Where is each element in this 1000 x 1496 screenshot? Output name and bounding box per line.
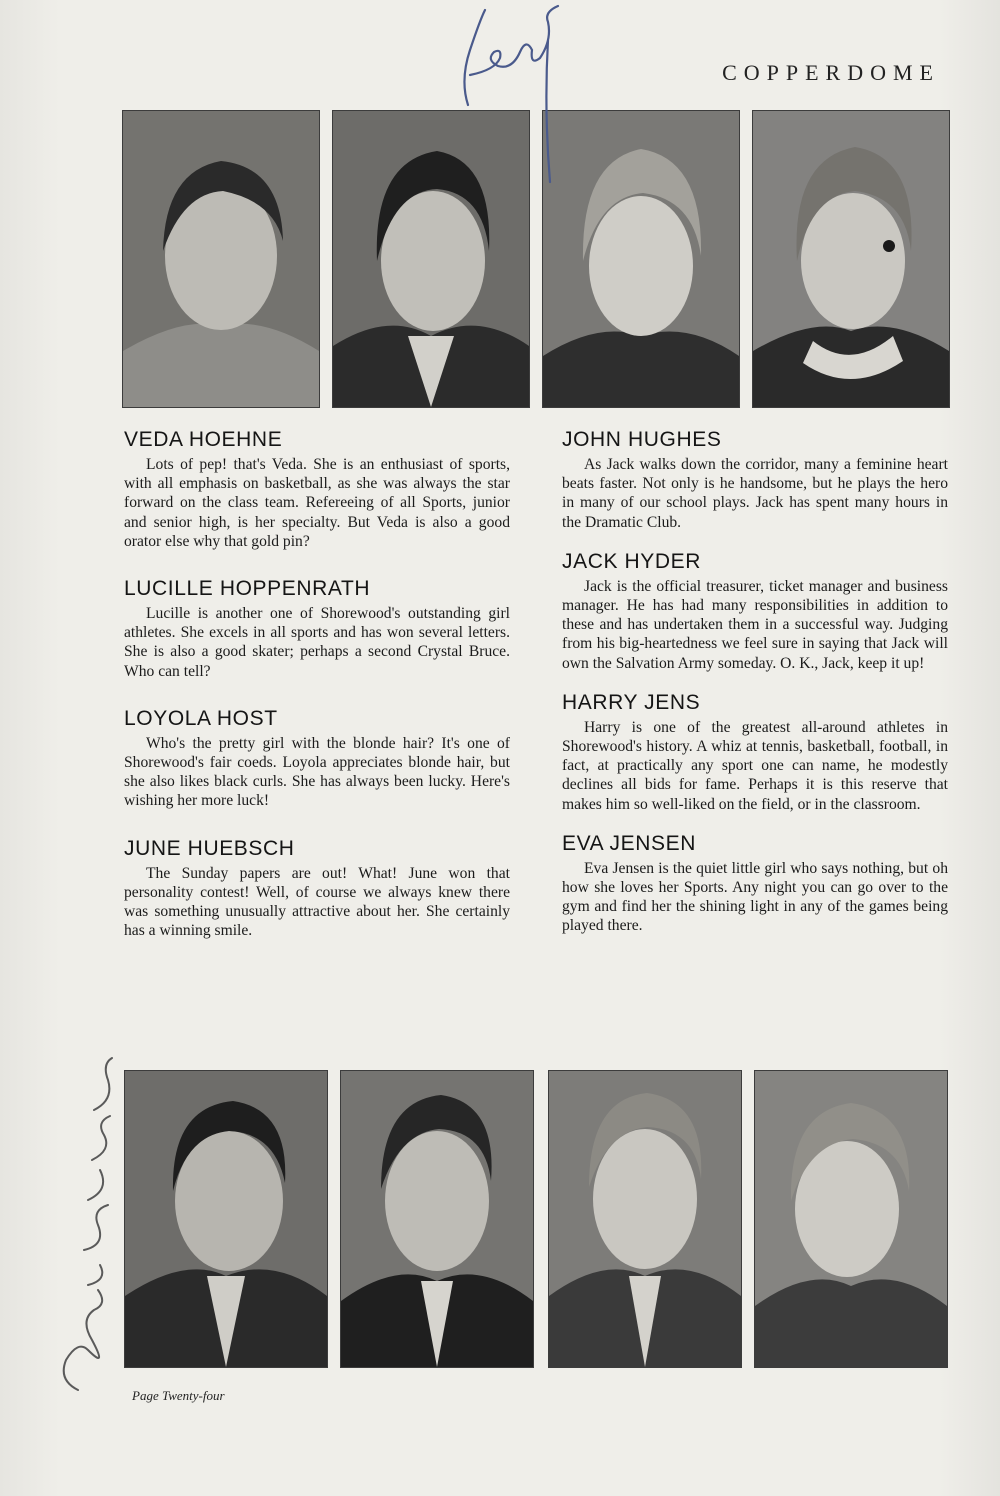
top-photo-row — [122, 110, 950, 408]
student-bio: Lucille is another one of Shorewood's outstanding girl athletes. She excels in all sports and has won several letters. She is also a good skater; perhaps a second Crystal Bruce. Who can tell? — [124, 605, 510, 680]
student-name: HARRY JENS — [562, 690, 701, 714]
student-entry — [124, 428, 510, 551]
portrait-photo — [548, 1070, 742, 1368]
student-name: LUCILLE HOPPENRATH — [124, 577, 371, 601]
student-bio: The Sunday papers are out! What! June won that personality contest! Well, of course we always knew there was something unusually attractive about her. She certainly has a winning smile. — [124, 864, 510, 940]
portrait-photo — [752, 110, 950, 408]
student-name: JACK HYDER — [562, 549, 702, 573]
student-bio: Eva Jensen is the quiet little girl who says nothing, but oh how she loves her Sports. Any night you can go over to the gym and find her the shining light in any of the games being played there. — [562, 859, 948, 935]
running-title: COPPERDOME — [722, 60, 940, 85]
portrait-image — [341, 1071, 533, 1367]
portrait-photo — [124, 1070, 328, 1368]
student-bio: Jack is the official treasurer, ticket manager and business manager. He has had many responsibilities in addition to these and has undertaken them in a successful way. Judging from his big-heartedness we feel sure in saying that Jack will own the Salvation Army someday. O. K., Jack, keep it up! — [562, 577, 948, 672]
bottom-photo-row — [124, 1070, 948, 1368]
student-bio: Lots of pep! that's Veda. She is an enthusiast of sports, with all emphasis on basketball, as she was always the star forward on the class team. Refereeing of all Sports, junior and senior high, is her specialty. But Veda is also a good orator else why that gold pin? — [124, 456, 510, 550]
portrait-image — [543, 111, 739, 407]
portrait-image — [753, 111, 949, 407]
student-name: JUNE HUEBSCH — [124, 836, 295, 860]
student-bio: As Jack walks down the corridor, many a feminine heart beats faster. Not only is he handsome, but he plays the hero in many of our school plays. Jack has spent many hours in the Dramatic Club. — [562, 456, 948, 531]
right-column — [562, 428, 948, 936]
portrait-image — [333, 111, 529, 407]
portrait-photo — [122, 110, 320, 408]
portrait-photo — [332, 110, 530, 408]
student-name: VEDA HOEHNE — [124, 428, 283, 451]
student-name: EVA JENSEN — [562, 831, 696, 855]
portrait-image — [755, 1071, 947, 1367]
student-entry — [124, 707, 510, 811]
portrait-image — [123, 111, 319, 407]
student-name: JOHN HUGHES — [562, 428, 722, 451]
portrait-image — [549, 1071, 741, 1367]
portrait-image — [125, 1071, 327, 1367]
student-entry — [124, 837, 510, 941]
student-entry — [562, 832, 948, 936]
left-column — [124, 428, 510, 940]
student-entry — [124, 577, 510, 681]
student-entry — [562, 428, 948, 532]
student-entry — [562, 691, 948, 814]
portrait-photo — [340, 1070, 534, 1368]
page-number: Page Twenty-four — [132, 1388, 225, 1403]
student-bio: Who's the pretty girl with the blonde hair? It's one of Shorewood's fair coeds. Loyola appreciates blonde hair, but she also likes black curls. She has always been lucky. Here's wishing her more luck! — [124, 734, 510, 810]
student-name: LOYOLA HOST — [124, 706, 278, 730]
student-entry — [562, 550, 948, 673]
student-bio: Harry is one of the greatest all-around athletes in Shorewood's history. A whiz at tennis, basketball, football, in fact, at practically any sport one can name, he modestly declines all bids for fame. Perhaps it is this reserve that makes him so well-liked on the field, or in the classroom. — [562, 718, 948, 813]
portrait-photo — [542, 110, 740, 408]
portrait-photo — [754, 1070, 948, 1368]
